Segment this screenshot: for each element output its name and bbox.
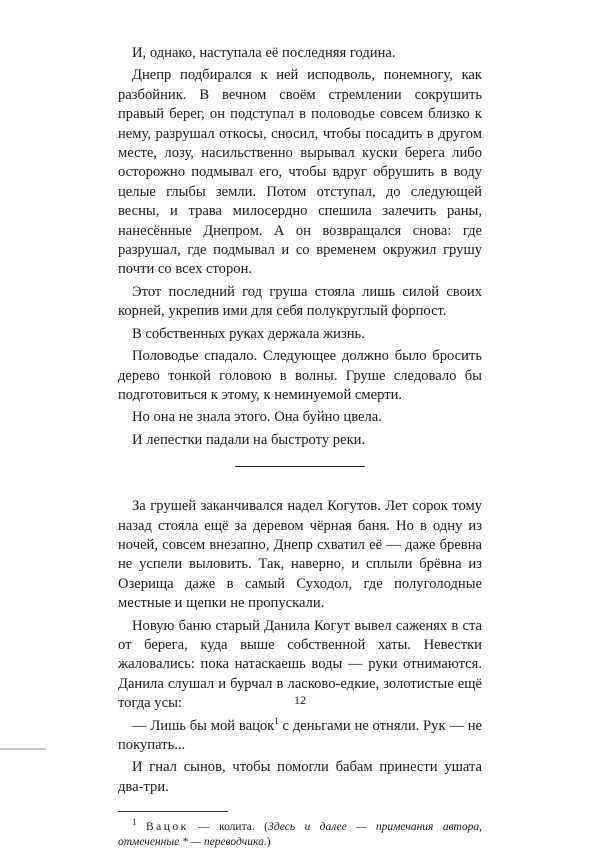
- paragraph: Этот последний год груша стояла лишь силой своих корней, укрепив ими для себя полукруглый форпост.: [118, 283, 482, 320]
- footnote-text: ): [266, 836, 271, 849]
- paragraph: И, однако, наступала её последняя година.: [132, 45, 396, 61]
- dialogue-text: — Лишь бы мой вацок: [132, 717, 275, 734]
- footnote: [118, 817, 482, 850]
- page-number: 12: [294, 693, 306, 707]
- paragraph: И лепестки падали на быстроту реки.: [132, 431, 366, 448]
- footnote-marker: 1: [132, 817, 137, 828]
- footnote-reference[interactable]: 1: [274, 715, 279, 726]
- paragraph: Половодье спадало. Следующее должно было бросить дерево тонкой головою в волны. Груше следовало бы подготовиться к этому, к неминуемой смерти.: [118, 348, 482, 403]
- paragraph: Но она не знала этого. Она буйно цвела.: [132, 409, 382, 426]
- footnote-italic-text: Здесь и далее — примечания автора, отмеченные * — переводчика.: [118, 821, 482, 849]
- footnote-rule: [118, 811, 228, 812]
- footnote-term: Вацок: [145, 821, 189, 834]
- paragraph: В собственных руках держала жизнь.: [132, 325, 365, 342]
- paragraph: За грушей заканчивался надел Когутов. Лет сорок тому назад стояла ещё за деревом чёрная баня. Но в одну из ночей, совсем внезапно, Днепр схватил её — даже бревна не успели выловить. Так, наверно, и сплыли брёвна из Озерища даже в самый Суходол, где полуголодные местные и щепки не пропускали.: [118, 498, 482, 612]
- page-body: [118, 44, 482, 850]
- footnote-text: — колита. (: [188, 821, 268, 834]
- section-separator: [235, 466, 365, 467]
- paragraph: И гнал сынов, чтобы помогли бабам принести ушата два-три.: [118, 759, 482, 795]
- paragraph: Новую баню старый Данила Когут вывел саженях в ста от берега, куда выше собственной хаты. Невестки жаловались: пока натаскаешь воды — руки отнимаются. Данила слушал и бурчал в ласково-едкие, золотистые ещё тогда усы:: [118, 617, 482, 712]
- dialogue-text: с деньгами не отняли. Рук — не покупать...: [118, 717, 483, 753]
- paragraph: Днепр подбирался к ней исподволь, понемногу, как разбойник. В вечном своём стремлении сокрушить правый берег, он подступал в половодье совсем близко к нему, разрушал откосы, сносил, чтобы посадить в другом месте, лозу, насильственно вырывал куски берега либо осторожно подмывал его, чтобы вдруг обрушить в воду целые глыбы земли. Потом отступал, до следующей весны, и трава милосердно спешила залечить раны, нанесённые Днепром. А он возвращался снова: где разрушал, где подмывал и со временем окружил грушу почти со всех сторон.: [118, 67, 482, 278]
